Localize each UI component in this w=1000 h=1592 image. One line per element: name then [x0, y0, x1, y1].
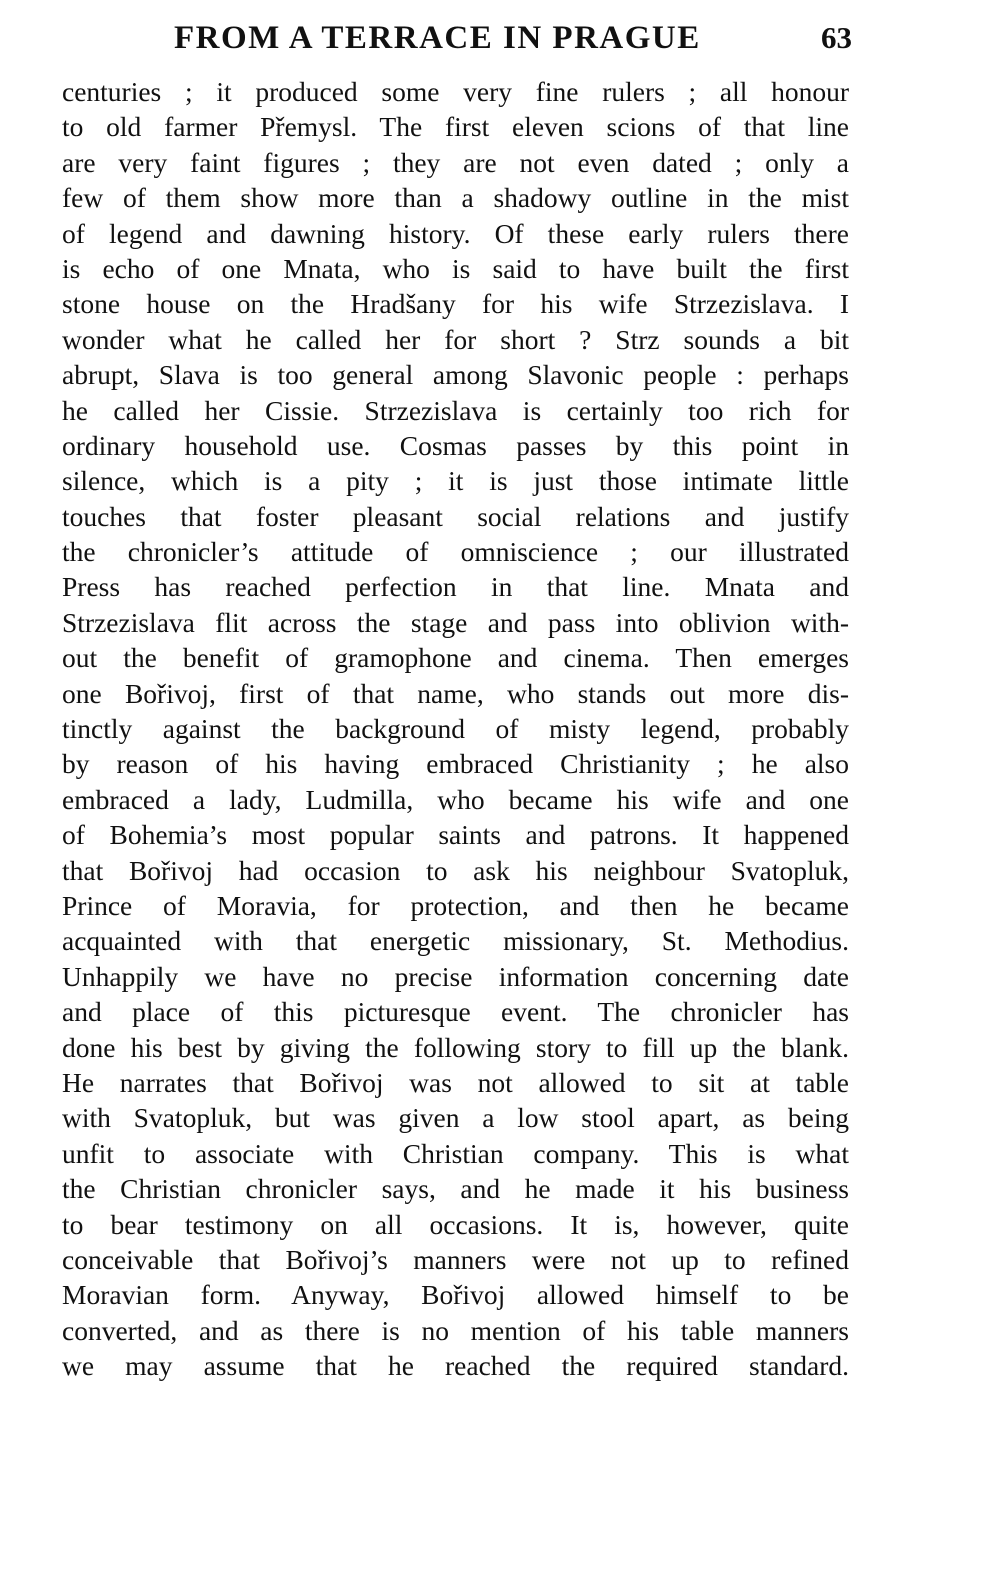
text-line: touches that foster pleasant social relations and justify: [62, 500, 849, 532]
text-line: converted, and as there is no mention of his table manners: [62, 1314, 849, 1346]
text-line: silence, which is a pity ; it is just those intimate little: [62, 465, 849, 497]
running-title: FROM A TERRACE IN PRAGUE: [174, 20, 701, 56]
text-line: Unhappily we have no precise information concerning date: [62, 960, 849, 992]
text-line: the chronicler’s attitude of omniscience ; our illustrated: [62, 536, 849, 568]
text-line: Prince of Moravia, for protection, and then he became: [62, 889, 849, 921]
text-line: embraced a lady, Ludmilla, who became his wife and one: [62, 783, 849, 815]
text-line: with Svatopluk, but was given a low stool apart, as being: [62, 1102, 849, 1134]
running-head: [62, 16, 852, 60]
text-line: are very faint figures ; they are not even dated ; only a: [62, 146, 849, 178]
text-line: done his best by giving the following story to fill up the blank.: [62, 1031, 849, 1063]
text-line: stone house on the Hradšany for his wife Strzezislava. I: [62, 288, 849, 320]
text-line: Press has reached perfection in that line. Mnata and: [62, 571, 849, 603]
text-line: and place of this picturesque event. The chronicler has: [62, 996, 849, 1028]
text-line: He narrates that Bořivoj was not allowed to sit at table: [62, 1066, 849, 1098]
text-line: tinctly against the background of misty legend, probably: [62, 713, 849, 745]
text-line: Moravian form. Anyway, Bořivoj allowed himself to be: [62, 1279, 849, 1311]
text-line: he called her Cissie. Strzezislava is certainly too rich for: [62, 394, 849, 426]
text-line: the Christian chronicler says, and he made it his business: [62, 1173, 849, 1205]
text-line: unfit to associate with Christian company. This is what: [62, 1137, 849, 1169]
text-line: of Bohemia’s most popular saints and patrons. It happened: [62, 819, 849, 851]
text-line: that Bořivoj had occasion to ask his neighbour Svatopluk,: [62, 854, 849, 886]
text-line: abrupt, Slava is too general among Slavonic people : perhaps: [62, 359, 849, 391]
text-line: by reason of his having embraced Christianity ; he also: [62, 748, 849, 780]
text-line: few of them show more than a shadowy outline in the mist: [62, 182, 849, 214]
text-line: wonder what he called her for short ? Strz sounds a bit: [62, 323, 849, 355]
text-line: we may assume that he reached the required standard.: [62, 1350, 849, 1382]
text-line: Strzezislava flit across the stage and pass into oblivion with-: [62, 606, 849, 638]
text-line: ordinary household use. Cosmas passes by this point in: [62, 429, 849, 461]
text-line: acquainted with that energetic missionary, St. Methodius.: [62, 925, 849, 957]
text-line: of legend and dawning history. Of these early rulers there: [62, 217, 849, 249]
text-line: one Bořivoj, first of that name, who stands out more dis-: [62, 677, 849, 709]
text-line: conceivable that Bořivoj’s manners were not up to refined: [62, 1243, 849, 1275]
body-text: [62, 74, 849, 1383]
text-line: to bear testimony on all occasions. It is, however, quite: [62, 1208, 849, 1240]
text-line: out the benefit of gramophone and cinema. Then emerges: [62, 642, 849, 674]
page-number: 63: [821, 20, 852, 55]
text-line: is echo of one Mnata, who is said to have built the first: [62, 252, 849, 284]
text-line: to old farmer Přemysl. The first eleven scions of that line: [62, 111, 849, 143]
text-line: centuries ; it produced some very fine rulers ; all honour: [62, 76, 849, 107]
